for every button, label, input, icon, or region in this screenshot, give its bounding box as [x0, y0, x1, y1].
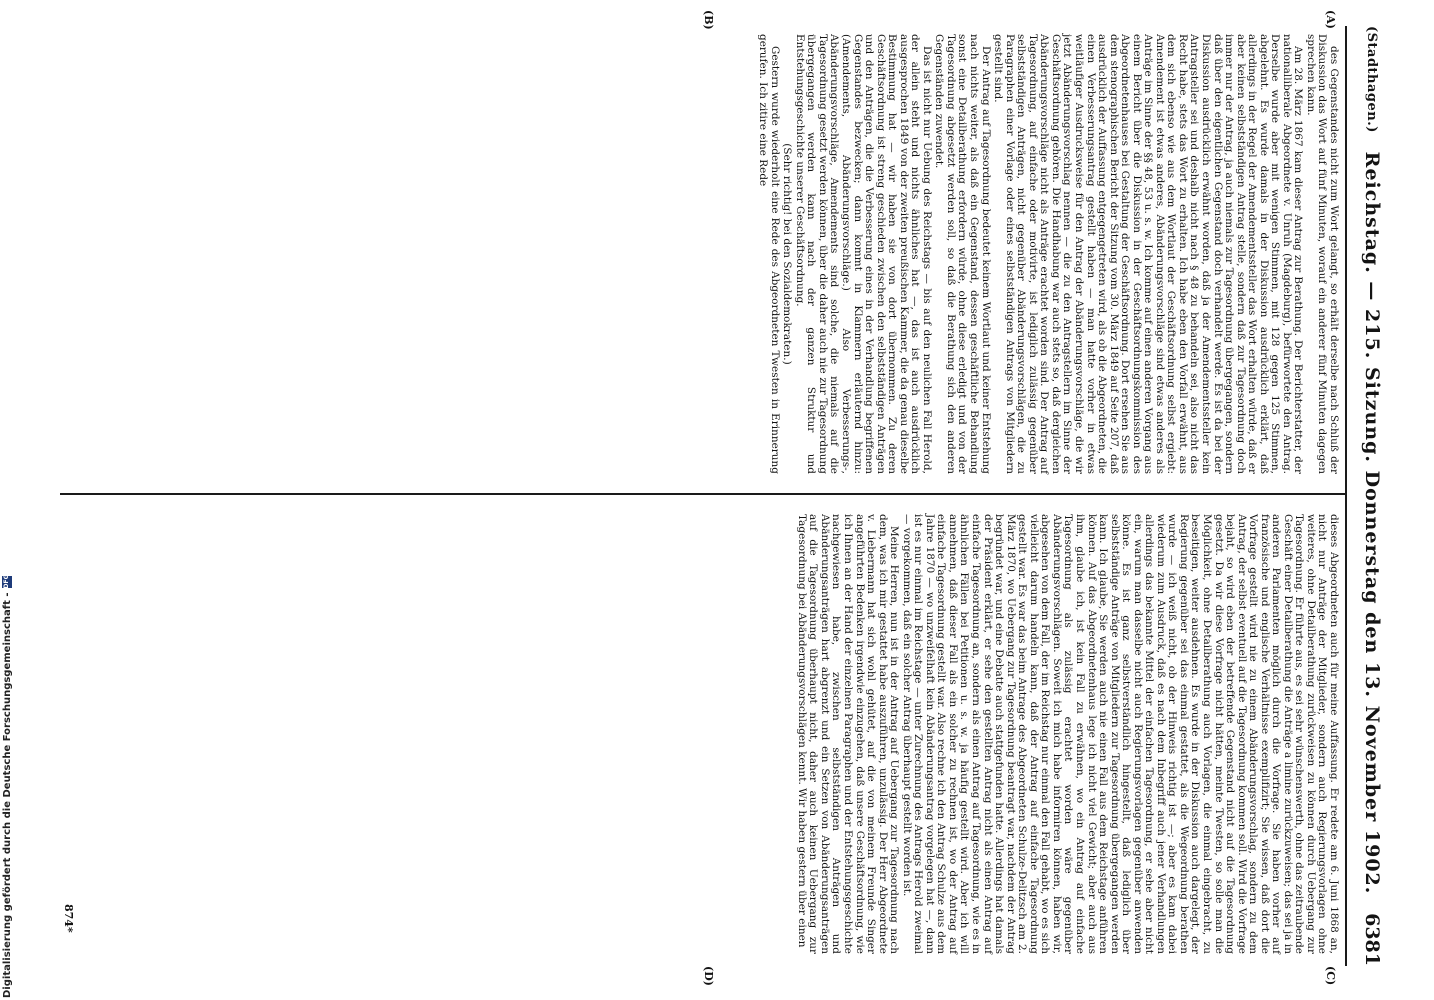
column-divider: [60, 493, 1345, 495]
paragraph: des Gegenstandes nicht zum Wort gelangt, so erhält derselbe nach Schluß der Diskussion das Wort auf fünf Minuten, worauf ein anderer fünf Minuten dagegen sprechen kann.: [1304, 34, 1340, 474]
paragraph: dieses Abgeordneten auch für meine Auffassung. Er redete am 6. Juni 1868 an, nicht nur Anträge der Mitglieder, sondern auch Regierungsvorlagen ohne weiteres, ohne Detailberathung zurückweisen zu können durch Uebergang zur Tagesordnung. Er führte aus, es sei sehr wünschenswerth, ohne das zeitraubende Geschäft einer Detailberathung die Anträge a limine zurückzuweisen; das sei ja in anderen Parlamenten möglich durch die Vorfrage. Sie haben vorher auf französische und englische Verhältnisse exemplifizirt; Sie wissen, daß dort die Vorfrage gestellt wird nie zu einem Abänderungsvorschlag, sondern zu dem Antrag, der selbst eventuell auf die Tagesordnung kommen soll. Wird die Vorfrage bejaht, so wird eben der betreffende Gegenstand nicht auf die Tagesordnung gesetzt. Da wir diese Vorfrage nicht hätten, meinte Twesten, so solle man die Möglichkeit, ohne Detailberathung auch Vorlagen, die einmal eingebracht, zu beseitigen, weiter ausdehnen. Es wurde in der Diskussion auch dargelegt, der Regierung gegenüber sei das einmal gestattet, als die Wegeordnung berathen wurde — ich weiß nicht, ob der Hinweis richtig ist —; aber es kam dabei wiederum zum Ausdruck, daß es nach dem Inbegriff auch jener Verhandlungen allerdings das bekannte Mittel der einfachen Tagesordnung, er sehe aber nicht ein, warum man dasselbe nicht auch Regierungsvorlagen gegenüber anwenden könne. Es ist ganz selbstverständlich hingestellt, daß lediglich über selbstständige Anträge von Mitgliedern zur Tagesordnung übergegangen werden kann. Ich glaube, Sie werden auch nie einen Fall aus dem Reichstage anführen können. Auf das Abgeordnetenhaus lege ich nicht viel Gewicht; aber auch aus ihm, glaube ich, ist kein Fall zu erwähnen, wo ein Antrag auf einfache Tagesordnung als zulässig erachtet worden wäre gegenüber Abänderungsvorschlägen. Soweit ich mich habe informiren können, haben wir, abgesehen von dem Fall, der im Reichstag nur einmal den Fall gehabt, wo es sich vielleicht darum handeln kann, daß der Antrag auf einfache Tagesordnung gestellt war. Es war das beim Antrage des Abgeordneten Schulze-Delitzsch am 2. März 1870, wo Uebergang zur Tagesordnung beantragt war, nachdem der Antrag begründet war, und eine Debatte auch stattgefunden hatte. Allerdings hat damals der Präsident erklärt, er sehe den gestellten Antrag nicht als einen Antrag auf einfache Tagesordnung an, sondern als einen Antrag auf Tagesordnung, wie es in ähnlichen Fällen bei Petitionen u. s. w. ja häufig gestellt wird. Aber ich will annehmen, daß dieser Fall als ein solcher zu rechnen ist, wo der Antrag auf einfache Tagesordnung gestellt war. Also rechne ich den Antrag Schulze aus dem Jahre 1870 — wo unzweifelhaft kein Abänderungsantrag vorgelegen hat —, dann ist es nur einmal im Reichstage — unter Zurechnung des Antrags Herold zweimal — vorgekommen, daß ein solcher Antrag überhaupt gestellt worden ist.: [900, 514, 1340, 954]
margin-marker-a: (A): [1324, 10, 1337, 29]
page-header: [1345, 26, 1397, 966]
speaker-tag: (Stadthagen.): [1364, 26, 1380, 133]
page-signature: 874*: [62, 904, 75, 933]
dfg-logo-icon: DFG: [3, 574, 10, 589]
paragraph: Der Antrag auf Tagesordnung bedeutet keinem Wortlaut und keiner Entstehung nach nichts weiter, als daß ein Gegenstand, dessen geschäftliche Behandlung sonst eine Detailberathung erfordern würde, ohne diese erledigt und von der Tagesordnung abgesetzt werden soll, so daß die Berathung sich den anderen Gegenständen zuwendet.: [933, 34, 992, 474]
paragraph: Das ist nicht nur Uebung des Reichstags — bis auf den neulichen Fall Herold, der allein steht und nichts ähnliches hat —, das ist auch ausdrücklich ausgesprochen 1849 von der zweiten preußischen Kammer, die da genau dieselbe Bestimmung hat — wir haben sie von dort übernommen. Zu deren Geschäftsordnung ist streng geschieden zwischen den selbstständigen Anträgen und den Anträgen, die die Verbesserung eines in der Verhandlung begriffenen Gegenstandes bezwecken; dann kommt in Klammern erläuternd hinzu: (Amendements, Abänderungsvorschläge.) Also Verbesserungs-, Abänderungsvorschläge, Amendements sind solche, die niemals auf die Tagesordnung gesetzt werden können, über die daher auch nie zur Tagesordnung übergegangen werden kann nach der ganzen Struktur und Entstehungsgeschichte unserer Geschäftsordnung.: [793, 34, 933, 474]
digitization-credit: [0, 0, 14, 998]
margin-marker-d: (D): [702, 966, 715, 986]
margin-marker-b: (B): [702, 10, 715, 30]
paragraph: Am 28. März 1867 kam dieser Antrag zur Berathung. Der Berichterstatter, der nationalliberale Abgeordnete v. Unruh (Magdeburg), befürwortete den Antrag. Derselbe wurde aber mit wenigen Stimmen, mit 128 gegen 125 Stimmen, abgelehnt. Es wurde damals in der Diskussion ausdrücklich erklärt, daß allerdings in der Regel der Amendementssteller das Wort erhalten würde, daß er aber keinen selbstständigen Antrag stelle, sondern daß zur Tagesordnung doch immer nur der Antrag, ja auch niemals zur Tagesordnung übergegangen, sondern daß über den eigentlichen Gegenstand doch verhandelt werde. Es ist da bei der Diskussion ausdrücklich erwähnt worden, daß ja der Amendementssteller kein Antragsteller sei und deshalb nicht nach § 48 zu behandeln sei, also nicht das Recht habe, stets das Wort zu erhalten. Ich habe eben den Vorfall erwähnt, aus dem sich ebenso wie aus dem Wortlaut der Geschäftsordnung selbst ergiebt: Amendement ist etwas anderes, Abänderungsvorschläge sind etwas anderes als Anträge im Sinne der §§ 48, 53 u. s. w. Ich komme auf einen anderen Vorgang aus einem Bericht über die Diskussion in der Geschäftsordnungskommission des Abgeordnetenhauses bei Gestaltung der Geschäftsordnung. Dort ersehen Sie aus dem stenographischen Bericht der Sitzung vom 30. März 1849 auf Seite 207, daß ausdrücklich der Auffassung entgegengetreten wird, als ob die Abgeordneten, die einen Verbesserungsantrag gestellt haben — man hatte vorher in etwas weitläufiger Ausdrucksweise für den Antrag der Abänderungsvorschläge, die wir jetzt Abänderungsvorschlag nennen — die zu den Antragstellern im Sinne der Geschäftsordnung gehören. Die Handhabung war auch stets so, daß dergleichen Abänderungsvorschläge nicht als Anträge erachtet worden sind. Der Antrag auf Tagesordnung, auf einfache oder motivirte, ist lediglich zulässig gegenüber selbstständigen Anträgen, nicht gegenüber Abänderungsvorschlägen, die zu Paragraphen einer Vorlage oder eines selbstständigen Antrags von Mitgliedern gestellt sind.: [992, 34, 1305, 474]
page-title: Reichstag. — 215. Sitzung. Donnerstag den 13. November 1902.: [1361, 151, 1383, 895]
left-column: [756, 34, 1339, 474]
paragraph: Gestern wurde wiederholt eine Rede des Abgeordneten Twesten in Erinnerung gerufen. Ich zitire eine Rede: [757, 34, 781, 474]
margin-marker-c: (C): [1324, 966, 1337, 986]
credit-text: Digitalisierung gefördert durch die Deutsche Forschungsgemeinschaft -: [1, 592, 13, 998]
rotated-page: [52, 4, 1397, 984]
page-number: 6381: [1361, 913, 1383, 966]
interjection: (Sehr richtig! bei den Sozialdemokraten.): [781, 143, 794, 365]
paragraph: Meine Herren, nun ist in der Antrag auf Uebergang zur Tagesordnung nach dem, was ich mir gestattet habe auszuführen, unzulässig. Der Herr Abgeordnete v. Liebermann hat sich wohl gehütet, auf die von meinem Freunde Singer angeführten Bedenken irgendwie einzugehen, daß unsere Geschäftsordnung, wie ich Ihnen an der Hand der einzelnen Paragraphen und der Entstehungsgeschichte nachgewiesen habe, zwischen selbstständigen Anträgen und Abänderungsanträgen hart abgrenzt und ein Setzen von Abänderungsanträgen auf die Tagesordnung überhaupt nicht, daher auch keinen Uebergang zur Tagesordnung bei Abänderungsvorschlägen kennt. Wir haben gestern über einen: [795, 514, 901, 954]
right-column: [794, 514, 1339, 954]
